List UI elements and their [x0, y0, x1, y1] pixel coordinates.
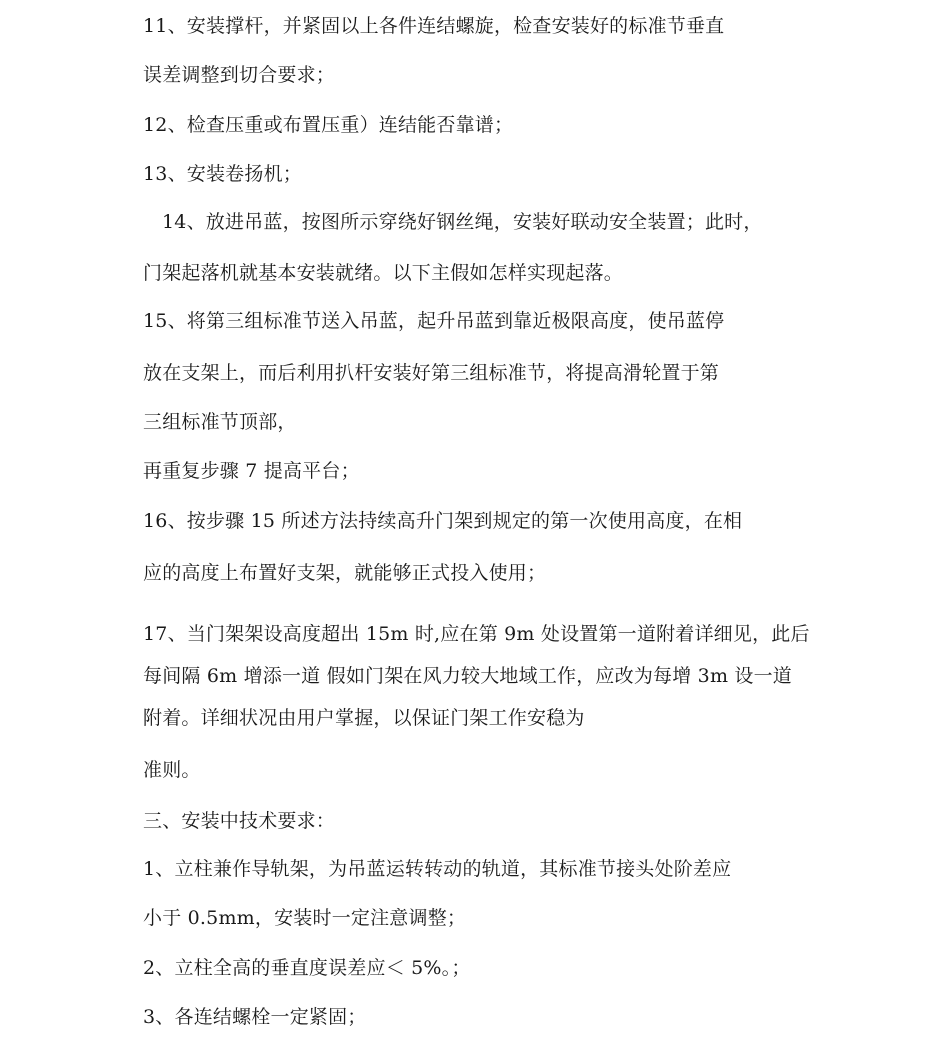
text-line: 12、检查压重或布置压重）连结能否靠谱； [143, 114, 514, 136]
section-heading: 三、安装中技术要求： [143, 810, 336, 832]
text-line: 14、放进吊蓝，按图所示穿绕好钢丝绳，安装好联动安全装置；此时， [162, 211, 763, 233]
text-line: 放在支架上，而后利用扒杆安装好第三组标准节，将提高滑轮置于第 [143, 362, 720, 384]
text-line: 1、立柱兼作导轨架，为吊蓝运转转动的轨道，其标准节接头处阶差应 [143, 858, 732, 880]
text-line: 应的高度上布置好支架，就能够正式投入使用； [143, 562, 547, 584]
text-line: 11、安装撑杆，并紧固以上各件连结螺旋，检查安装好的标准节垂直 [143, 15, 725, 37]
text-line: 误差调整到切合要求； [143, 64, 336, 86]
text-line: 门架起落机就基本安装就绪。以下主假如怎样实现起落。 [143, 262, 624, 284]
text-line: 三组标准节顶部， [143, 411, 297, 433]
text-line: 准则。 [143, 759, 201, 781]
text-line: 16、按步骤 15 所述方法持续高升门架到规定的第一次使用高度，在相 [143, 510, 743, 532]
text-line: 2、立柱全高的垂直度误差应＜ 5%。； [143, 957, 471, 979]
text-line: 每间隔 6m 增添一道 假如门架在风力较大地域工作，应改为每增 3m 设一道 [143, 665, 793, 687]
text-line: 15、将第三组标准节送入吊蓝，起升吊蓝到靠近极限高度，使吊蓝停 [143, 310, 725, 332]
text-line: 13、安装卷扬机； [143, 163, 302, 185]
text-line: 附着。详细状况由用户掌握，以保证门架工作安稳为 [143, 707, 585, 729]
text-line: 17、当门架架设高度超出 15m 时,应在第 9m 处设置第一道附着详细见，此后 [143, 623, 810, 645]
text-line: 再重复步骤 7 提高平台； [143, 460, 360, 482]
text-line: 小于 0.5mm，安装时一定注意调整； [143, 907, 467, 929]
text-line: 3、各连结螺栓一定紧固； [143, 1006, 367, 1028]
